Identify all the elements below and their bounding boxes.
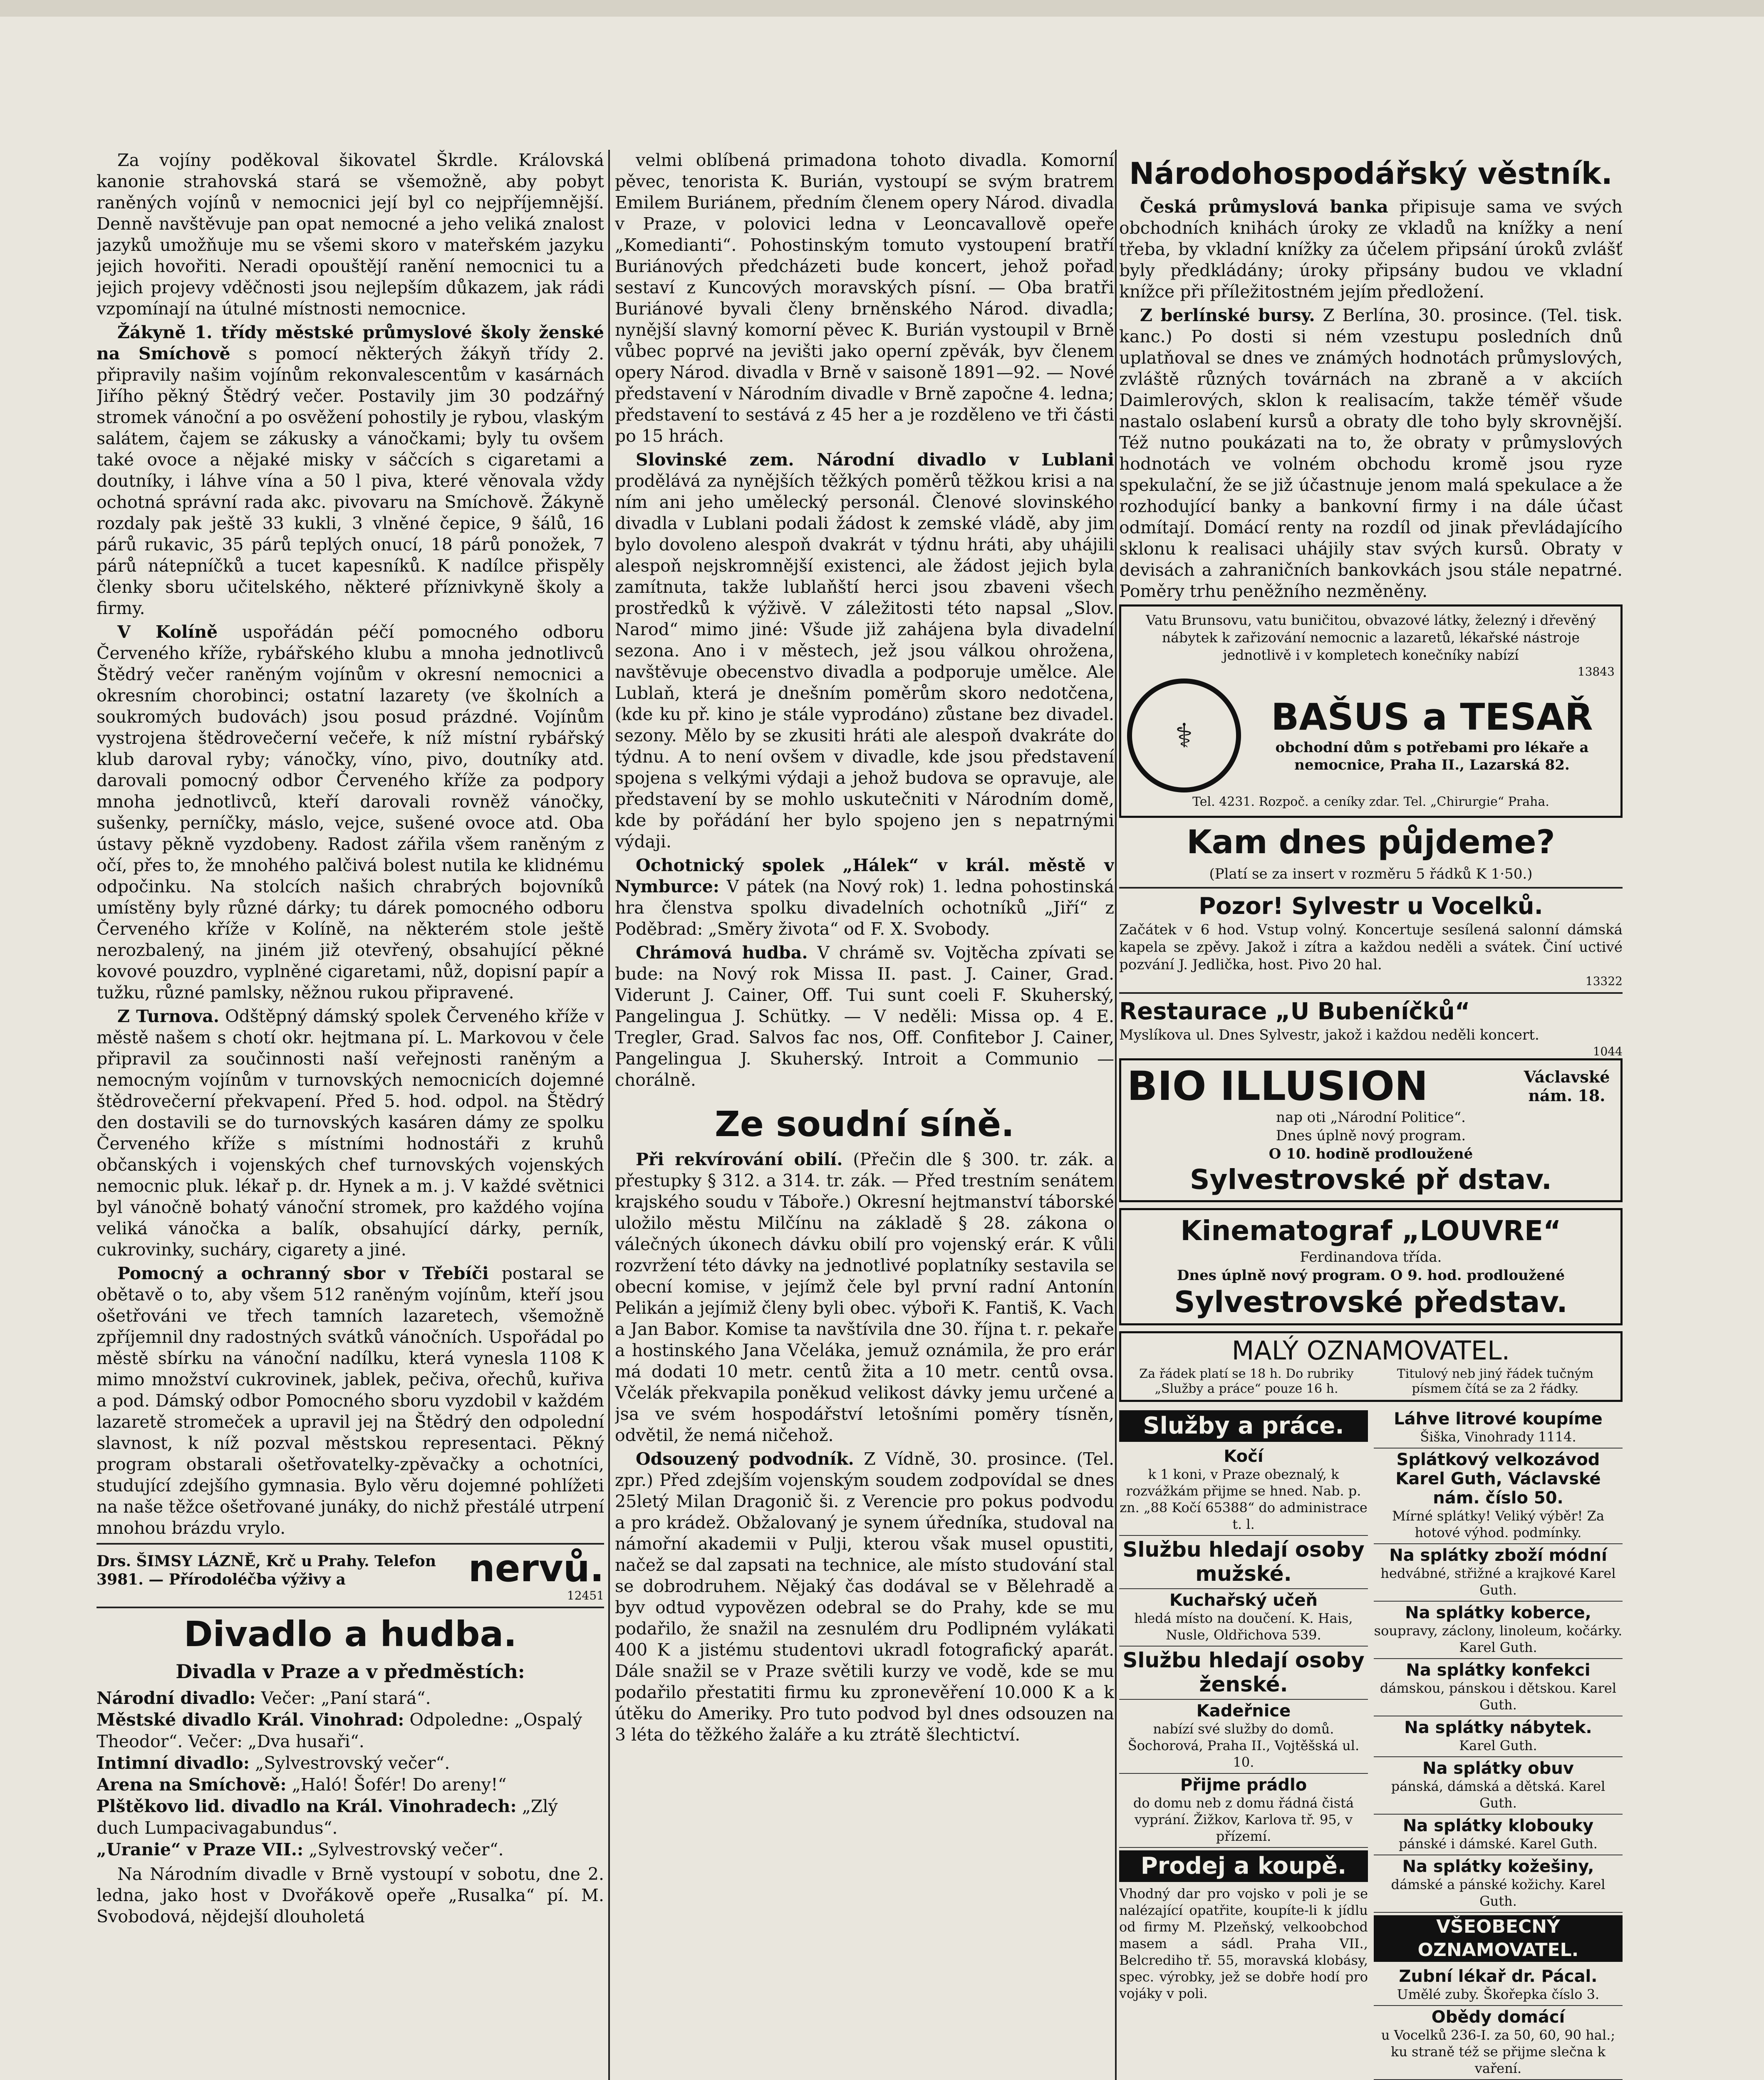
classified-item	[1374, 1855, 1623, 1913]
classified-item	[1374, 1602, 1623, 1659]
article-lead: V Kolíně	[117, 622, 218, 642]
article-paragraph	[615, 449, 1114, 852]
ad-body	[1127, 678, 1615, 792]
theatre-name: Intimní divadlo:	[97, 1753, 250, 1773]
theatre-program: „Sylvestrovský večer“.	[249, 1753, 450, 1773]
article-paragraph	[615, 855, 1114, 940]
column-rule	[1115, 150, 1117, 2080]
classified-body: nabízí své služby do domů. Šochorová, Praha II., Vojtěšská ul. 10.	[1127, 1721, 1360, 1770]
classified-body: Mírné splátky! Veliký výběr! Za hotové výhod. podmínky.	[1392, 1508, 1605, 1540]
article-text: Z Vídně, 30. prosince. (Tel. zpr.) Před zdejším vojenským soudem zodpovídal se dnes 25letý Milan Dragonič ši. z Verencie pro pokus podvodu a pro krádež. Obžalovaný je synem úředníka, studoval na námořní akademii v Pulji, kterou však musel opustiti, načež se dal zapsati na technice, ale místo studování stal se dobrodruhem. Nějaký čas dodával se v Bělehradě a byv odtud vypovězen odebral se do Prahy, kde se mu podařilo, že snažil na zesnulém dru Podlipném vylákati 400 K a jistému studentovi ukradl fotografický aparát. Dále snažil se v Praze světili kurzy ve vodě, kde se mu podařilo přestatiti firmu ku zpronevěření 10.000 K a k útěku do Ameriky. Pro tuto podvod byl dnes odsouzen na 3 léta do těžkého žaláře a ku ztrátě šlechtictví.	[615, 1449, 1114, 1745]
article-text: Odštěpný dámský spolek Červeného kříže v městě našem s chotí okr. hejtmana pí. L. Markovou v čele připravil za součinnosti naší veřejnosti raněným a nemocným vojínům v turnovských nemocnicích dojemné štědrovečerní překvapení. Před 5. hod. odpol. na Štědrý den dostavili se do turnovských kasáren dámy ze spolku Červeného kříže s místními hodnostáři z kruhů občanských i vojenských chef turnovských vojenských nemocnic pluk. lékař p. dr. Hynek a m. j. V každé světnici byl vánočně bohatý vánoční stromek, pro každého vojína veliká vánočka a balík, obsahující dárky, perník, cukrovinky, sucháry, cigarety a jiné.	[97, 1006, 604, 1260]
article-paragraph	[97, 622, 604, 1003]
classified-item	[1374, 1757, 1623, 1815]
ad-number: 13843	[1577, 665, 1615, 678]
classified-head: Na splátky konfekci	[1406, 1661, 1591, 1680]
article-paragraph	[615, 942, 1114, 1091]
classifieds-grid	[1119, 1408, 1623, 2080]
classifieds-right	[1374, 1408, 1623, 2080]
ad-body-text	[1249, 696, 1615, 775]
ad-headline: BIO ILLUSION	[1127, 1063, 1428, 1109]
classified-head: Kočí	[1224, 1447, 1264, 1466]
maly-oznamovatel-header	[1119, 1331, 1623, 1402]
ad-text: Titulový neb jiný řádek tučným písmem čítá se za 2 řádky.	[1397, 1367, 1594, 1396]
article-paragraph	[615, 1149, 1114, 1446]
classified-head: Službu hledají osoby ženské.	[1122, 1648, 1365, 1696]
article-paragraph: Za vojíny poděkoval šikovatel Škrdle. Královská kanonie strahovská stará se všemožně, aby pobyt raněných vojínů v nemocnici její byl co nejpříjemnější. Denně navštěvuje pan opat nemocné a jeho veliká znalost jazyků umožňuje mu se všemi skoro v mateřském jazyku jejich hovořiti. Neradi opouštějí ranění nemocnici tu a jejich projevy vděčnosti jsou nejlepším důkazem, jak rádi vzpomínají na útulné místnosti nemocnice.	[97, 150, 604, 319]
classified-item	[1374, 2006, 1623, 2080]
article-text: Z Berlína, 30. prosince. (Tel. tisk. kanc.) Po dosti si ném vzestupu posledních dnů uplatňoval se dnes ve známých hodnotách průmyslových, zvláště různých továrnách na zbraně a v akciích Daimlerových, sklon k realisacím, takže téměř všude nastalo oslabení kursů a obraty dle toho byly skrovnější. Též nutno poukázati na to, že obraty v průmyslových hodnotách ve volném obchodu kromě jsou ryze spekulační, že se již účastnuje jenom malá spekulace a že rozhodující banky a bankovní firmy i na dále účast odmítají. Domácí renty na rozdíl od jinak převládajícího sklonu k realisaci uhájily stav svých kursů. Obraty v devisách a zahraničních bankovkách jsou stále nepatrné. Poměry trhu peněžního nezměněny.	[1119, 305, 1623, 601]
classified-item	[1374, 1716, 1623, 1757]
classified-head: Přijme prádlo	[1180, 1775, 1307, 1795]
article-paragraph	[97, 1006, 604, 1260]
theatre-name: Plštěkovo lid. divadlo na Král. Vinohradech:	[97, 1796, 517, 1816]
category-label: VŠEOBECNÝ OZNAMOVATEL.	[1374, 1915, 1623, 1962]
classified-body: hedvábné, střižné a krajkové Karel Guth.	[1380, 1565, 1616, 1598]
classified-body: hledá místo na doučení. K. Hais, Nusle, Oldřichova 539.	[1134, 1610, 1353, 1643]
article-paragraph: Na Národním divadle v Brně vystoupí v sobotu, dne 2. ledna, jako host v Dvořákově opeře „Rusalka“ pí. M. Svobodová, nějdejší dlouholetá	[97, 1864, 604, 1926]
classified-item	[1119, 1536, 1368, 1589]
divider	[1119, 887, 1623, 889]
ad-text: Dnes úplně nový program. O 9. hod. prodloužené	[1177, 1267, 1565, 1284]
ad-address: Václavské nám. 18.	[1524, 1067, 1610, 1105]
article-text: uspořádán péčí pomocného odboru Červeného kříže, rybářského klubu a mnoha jednotlivců Štědrý večer raněným vojínům v okresní nemocnici a okresním chorobinci; ostatní lazarety (ve školních a soukromých budovách) jsou posud prázdné. Vojínům vystrojena štědrovečerní večeře, k níž místní rybářský klub daroval ryby; vánočky, víno, pivo, doutníky atd. darovali pomocný odbor Červeného kříže za podpory mnoha jednotlivců, kteří darovali rovněž vánočky, sušenky, perníčky, máslo, vejce, sušené ovoce atd. Oba ústavy pěkně vyzdobeny. Radost zářila všem raněným z očí, přes to, že mnohého palčivá bolest nutila ke klidnému odpočinku. Na stolcích našich chrabrých bojovníků umístěny byly různé dárky; tu dárek pomocného odboru Červeného kříže v Kolíně, na některém stole ještě nerozbalený, na jiném již otevřený, obsahující pěkné kovové pouzdro, vyplněné cigaretami, nůž, dopisní papír a tužku, různé pamlsky, něžnou rukou připravené.	[97, 622, 604, 1003]
article-lead: Odsouzený podvodník.	[636, 1449, 854, 1469]
classified-item	[1374, 1544, 1623, 1602]
article-paragraph	[1119, 305, 1623, 602]
classified-item	[1374, 1815, 1623, 1855]
ad-headline: MALÝ OZNAMOVATEL.	[1231, 1335, 1510, 1366]
divider	[1119, 992, 1623, 994]
ad-company-name: BAŠUS a TESAŘ	[1271, 696, 1593, 738]
ad-address: Ferdinandova třída.	[1300, 1249, 1442, 1265]
classified-head: Na splátky koberce,	[1405, 1603, 1591, 1622]
article-text: postaral se obětavě o to, aby všem 512 raněným vojínům, kteří jsou ošetřováni ve třech tamních lazaretech, všemožně zpříjemnil dny radostných svátků vánočních. Uspořádal po městě sbírku na vánoční nadílku, která vynesla 1108 K mimo množství cukrovinek, jablek, pečiva, ořechů, kuřiva a pod. Dámský odbor Pomocného sboru vyzdobil v každém lazaretě stromeček a upravil jej na Štědrý den odpolední slavnost, k níž pozval městskou representaci. Pěkný program obstarali ošetřovatelky-zpěvačky a ochotníci, studující zdejšího gymnasia. Bylo věru dojemné pohlížeti na naše těžce ošetřované junáky, do nichž přestálé utrpení mnohou brázdu vrylo.	[97, 1263, 604, 1538]
article-paragraph	[615, 1449, 1114, 1746]
theatre-listing	[97, 1687, 604, 1709]
classified-head: Zubní lékař dr. Pácal.	[1399, 1967, 1598, 1986]
classified-head: Na splátky kožešiny,	[1402, 1857, 1594, 1876]
classified-head: Službu hledají osoby mužské.	[1122, 1538, 1365, 1586]
article-text: V chrámě sv. Vojtěcha zpívati se bude: na Nový rok Missa II. past. J. Cainer, Grad. Viderunt J. Cainer, Off. Tui sunt coeli F. Skuherský, Pangelingua J. Schütky. — V neděli: Missa op. 4 E. Tregler, Grad. Salvos fac nos, Off. Confitebor J. Cainer, Pangelingua J. Skuherský. Introit a Communio — chorálně.	[615, 943, 1114, 1090]
ad-text: Za řádek platí se 18 h. Do rubriky „Služby a práce“ pouze 16 h.	[1139, 1367, 1354, 1396]
ad-text: Drs. ŠIMSY LÁZNĚ, Krč u Prahy. Telefon 3981. — Přírodoléčba výživy a	[97, 1553, 436, 1588]
column-1	[97, 150, 604, 2080]
ad-text: Začátek v 6 hod. Vstup volný. Koncertuje sesílená salonní dámská kapela se zpěvy. Jakož i zítra a každou neděli a svátek. Činí uctivé pozvání J. Jedlička, host. Pivo 20 hal.	[1119, 921, 1623, 973]
section-subtitle: Divadla v Praze a v předměstích:	[176, 1660, 525, 1683]
ad-text: Dnes úplně nový program.	[1276, 1127, 1466, 1144]
theatre-program: Odpoledne: „Ospalý Theodor“. Večer: „Dva husaři“.	[97, 1710, 582, 1751]
classified-item	[1119, 1589, 1368, 1647]
classified-body: pánské i dámské. Karel Guth.	[1399, 1836, 1598, 1852]
article-lead: Chrámová hudba.	[636, 943, 808, 963]
theatre-listing	[97, 1774, 604, 1795]
article-lead: Ochotnický spolek „Hálek“ v král. městě v Nymburce:	[615, 855, 1114, 896]
ad-text: nap oti „Národní Politice“.	[1276, 1109, 1466, 1126]
classified-body: Vhodný dar pro vojsko v poli je se nalézající opatřite, koupíte-li k jídlu od firmy M. Plzeňský, velkoobchod masem a sádl. Praha VII., Belcrediho tř. 55, moravská klobásy, spec. výrobky, jež se dobře hodí pro vojáky v poli.	[1119, 1886, 1368, 2001]
ad-rates	[1125, 1366, 1616, 1397]
classified-item	[1374, 1659, 1623, 1716]
ad-text: Myslíkova ul. Dnes Sylvestr, jakož i každou neděli koncert.	[1119, 1027, 1539, 1043]
article-lead: Česká průmyslová banka	[1140, 197, 1388, 217]
article-text: připisuje sama ve svých obchodních knihách úroky ze vkladů na knížky a není třeba, by vkladní knížky za účelem připsání úroků zvlášť byly předkládány; úroky připsány budou ve vkladní knížce při příležitostném jejím předložení.	[1119, 197, 1623, 302]
classified-body: dámskou, pánskou i dětskou. Karel Guth.	[1380, 1680, 1617, 1713]
theatre-listing	[97, 1839, 604, 1860]
article-lead: Z Turnova.	[117, 1006, 220, 1026]
classified-item	[1374, 1449, 1623, 1544]
article-lead: Z berlínské bursy.	[1140, 305, 1315, 325]
classified-head: Splátkový velkozávod Karel Guth, Václavské nám. číslo 50.	[1395, 1450, 1601, 1508]
section-title: Národohospodářský věstník.	[1129, 156, 1613, 191]
bio-illusion-ad	[1119, 1058, 1623, 1202]
ad-text: Tel. 4231. Rozpoč. a ceníky zdar. Tel. „Chirurgie“ Praha.	[1192, 795, 1549, 809]
theatre-listing	[97, 1709, 604, 1752]
ad-text: O 10. hodině prodloužené	[1268, 1146, 1473, 1162]
column-3	[1119, 150, 1623, 2080]
category-label: Prodej a koupě.	[1119, 1850, 1368, 1882]
divider	[97, 1607, 604, 1608]
theatre-name: Národní divadlo:	[97, 1688, 256, 1708]
classified-head: Na splátky zboží módní	[1389, 1546, 1607, 1565]
section-title: Kam dnes půjdeme?	[1187, 824, 1555, 861]
ad-headline: Kinematograf „LOUVRE“	[1180, 1215, 1561, 1247]
article-paragraph: velmi oblíbená primadona tohoto divadla. Komorní pěvec, tenorista K. Burián, vystoupí se svým bratrem Emilem Buriánem, předním členem opery Národ. divadla v Praze, v polovici ledna v Leoncavallově opeře „Komedianti“. Pohostinským tomuto vystoupení bratří Buriánových předcházeti bude koncert, jehož pořad sestaví z Kuncových moravských písní. — Oba bratři Buriánové byvali členy brněnského Národ. divadla; nynější slavný komorní pěvec K. Burián vystoupil v Brně vůbec poprvé na jevišti jako operní zpěvák, byv členem opery Národ. divadla v Brně v saisoně 1891—92. — Nové představení v Národním divadle v Brně započne 4. ledna; představení to sestává z 45 her a je rozděleno ve tři části po 15 hrách.	[615, 150, 1114, 446]
section-title: Divadlo a hudba.	[183, 1614, 517, 1654]
theatre-listing	[97, 1752, 604, 1774]
classified-body: Umělé zuby. Škořepka číslo 3.	[1397, 1986, 1600, 2002]
page-edge	[0, 0, 1764, 17]
theatre-program: „Sylvestrovský večer“.	[303, 1840, 504, 1860]
classifieds-left	[1119, 1408, 1368, 2080]
classified-body: u Vocelků 236-I. za 50, 60, 90 hal.; ku straně též se přijme slečna k vaření.	[1381, 2027, 1615, 2076]
classified-body: dámské a pánské kožichy. Karel Guth.	[1391, 1877, 1605, 1909]
divider	[97, 1543, 604, 1545]
classified-item	[1119, 1774, 1368, 1848]
basus-tesar-ad	[1119, 604, 1623, 818]
classified-item	[1374, 1408, 1623, 1449]
classified-body: Šiška, Vinohrady 1114.	[1420, 1429, 1576, 1445]
nervu-ad	[97, 1549, 604, 1589]
ad-header	[1127, 1065, 1615, 1108]
theatre-name: „Uranie“ v Praze VII.:	[97, 1840, 304, 1860]
ad-headline: Sylvestrovské představ.	[1174, 1285, 1568, 1319]
article-text: s pomocí některých žákyň třídy 2. připravily našim vojínům rekonvalescentům v kasárnách Jiřího pěkný Štědrý večer. Postavily jim 30 podzářný stromek vánoční a po osvěžení pohostily je rybou, vlaským salátem, čajem se zákusky a vánočkami; byly tu ovšem také ovoce a nějaké misky v sáčcích s cigaretami a doutníky, i láhve vína a 50 l piva, které věnovala vždy ochotná správní rada akc. pivovaru na Smíchově. Žákyně rozdaly pak ještě 33 kukli, 3 vlněné čepice, 9 šálů, 16 párů rukavic, 35 párů teplých onucí, 18 párů ponožek, 7 párů nátepníčků a tucet kapesníků. K nadílce přispěly členky sboru učitelského, některé příznivkyně školy a firmy.	[97, 344, 604, 618]
classified-body: k 1 koni, v Praze obeznalý, k rozvážkám přijme se hned. Nab. p. zn. „88 Kočí 65388“ do administrace t. l.	[1120, 1466, 1368, 1532]
article-paragraph	[97, 322, 604, 619]
ad-number: 13322	[1585, 974, 1623, 988]
theatre-program: „Zlý duch Lumpacivagabundus“.	[97, 1796, 558, 1838]
theatre-list	[97, 1687, 604, 1860]
classified-item	[1374, 1965, 1623, 2006]
article-lead: Žákyně 1. třídy městské průmyslové školy ženské na Smíchově	[97, 322, 604, 364]
theatre-name: Městské divadlo Král. Vinohrad:	[97, 1710, 404, 1730]
classified-head: Na splátky obuv	[1422, 1759, 1574, 1778]
article-text: (Přečin dle § 300. tr. zák. a přestupky § 312. a 314. tr. zák. — Před trestním senátem krajského soudu v Táboře.) Okresní hejtmanství táborské uložilo městu Milčínu na základě § 28. zákona o válečných úkonech dávku obilí pro vojenský erár. K vůli rozvržení této dávky na jednotlivé poplatníky sestavila se obecní komise, v jejímž čele byl první radní Antonín Pelikán a jejímiž členy byli obec. výboři K. Fantiš, K. Vach a Jan Babor. Komise ta navštívila dne 30. října t. r. pekaře a hostinského Jana Včeláka, jemuž oznámila, že pro erár má dodati 10 metr. centů žita a 10 metr. centů ovsa. Včelák překvapila poněkud velikost dávky jemu určené a jsa ve svém hospodářství letošními poměry tísněn, odvětil, že nemá ničehož.	[615, 1149, 1114, 1445]
classified-head: Obědy domácí	[1431, 2008, 1565, 2027]
category-label: Služby a práce.	[1119, 1410, 1368, 1442]
article-text: V pátek (na Nový rok) 1. ledna pohostinská hra členstva spolku divadelních ochotníků „Jiří“ z Poděbrad: „Směry života“ od F. X. Svobody.	[615, 877, 1114, 939]
column-rule	[608, 150, 610, 2080]
theatre-name: Arena na Smíchově:	[97, 1775, 287, 1795]
classified-body: Karel Guth.	[1459, 1738, 1537, 1753]
classified-item	[1119, 1647, 1368, 1700]
ad-headline: Sylvestrovské př dstav.	[1190, 1164, 1552, 1196]
theatre-listing	[97, 1795, 604, 1839]
classified-head: Na splátky klobouky	[1402, 1816, 1594, 1835]
section-subtitle: (Platí se za insert v rozměru 5 řádků K 1·50.)	[1209, 866, 1533, 882]
article-lead: Slovinské zem. Národní divadlo v Lublani	[636, 450, 1114, 470]
classified-item	[1119, 1445, 1368, 1536]
classified-body: soupravy, záclony, linoleum, kočárky. Karel Guth.	[1374, 1623, 1623, 1655]
column-2	[615, 150, 1114, 2080]
classified-head: Na splátky nábytek.	[1404, 1718, 1592, 1737]
article-text: prodělává za nynějších těžkých poměrů těžkou krisi a na ním ani jeho umělecký personál. Členové slovinského divadla v Lublani podali žádost k zemské vládě, aby jim bylo dovoleno alespoň dvakrát v týdnu hráti, aby uhájili alespoň nejskromnější existenci, ale žádost jejich byla zamítnuta, takže lublaňští herci jsou zbaveni všech prostředků k výživě. V záležitosti této napsal „Slov. Narod“ mimo jiné: Všude již zahájena byla divadelní sezona. Ano i v městech, jež jsou válkou ohrožena, navštěvuje obecenstvo divadla a podporuje umělce. Ale Lublaň, která je dnešním poměrům skoro nedotčena, (kde ku př. kino je stále vyprodáno) zůstane bez divadel. sezony. Mělo by se zkusiti hráti ale alespoň dvakráte do týdnu. A to není ovšem v divadle, kde jsou představení spojena s velkými výdaji a jehož budova se opravuje, ale představení by se mohlo uskutečniti v Národním domě, kde by pořádání her bylo spojeno jen s nepatrnými výdaji.	[615, 471, 1114, 852]
classified-head: Láhve litrové koupíme	[1394, 1409, 1603, 1429]
classified-body: pánská, dámská a dětská. Karel Guth.	[1391, 1778, 1605, 1811]
classified-item	[1119, 1700, 1368, 1774]
section-title: Ze soudní síně.	[714, 1104, 1015, 1144]
ad-headline: nervů.	[468, 1547, 604, 1590]
theatre-program: Večer: „Paní stará“.	[255, 1688, 431, 1708]
article-paragraph	[97, 1263, 604, 1539]
classified-head: Kuchařský učeň	[1169, 1591, 1318, 1610]
ad-text: Vatu Brunsovu, vatu buničitou, obvazové látky, železný i dřevěný nábytek k zařizování nemocnic a lazaretů, lékařské nástroje jednotlivě i v kompletech konečníky nabízí	[1146, 612, 1596, 663]
article-lead: Pomocný a ochranný sbor v Třebíči	[117, 1263, 489, 1283]
theatre-program: „Haló! Šofér! Do areny!“	[286, 1775, 507, 1795]
article-paragraph	[1119, 196, 1623, 302]
classified-body: do domu neb z domu řádná čistá vyprání. Žižkov, Karlova tř. 95, v přízemí.	[1133, 1795, 1354, 1844]
ad-headline: Restaurace „U Bubeníčků“	[1119, 998, 1470, 1025]
caduceus-logo-icon: ⚕	[1127, 678, 1241, 792]
ad-number: 12451	[567, 1589, 604, 1602]
louvre-ad	[1119, 1208, 1623, 1325]
ad-number: 1044	[1593, 1045, 1623, 1058]
ad-headline: Pozor! Sylvestr u Vocelků.	[1199, 893, 1543, 920]
classified-head: Kadeřnice	[1196, 1701, 1291, 1721]
article-lead: Při rekvírování obilí.	[636, 1149, 843, 1169]
ad-text: obchodní dům s potřebami pro lékaře a nemocnice, Praha II., Lazarská 82.	[1275, 739, 1589, 773]
